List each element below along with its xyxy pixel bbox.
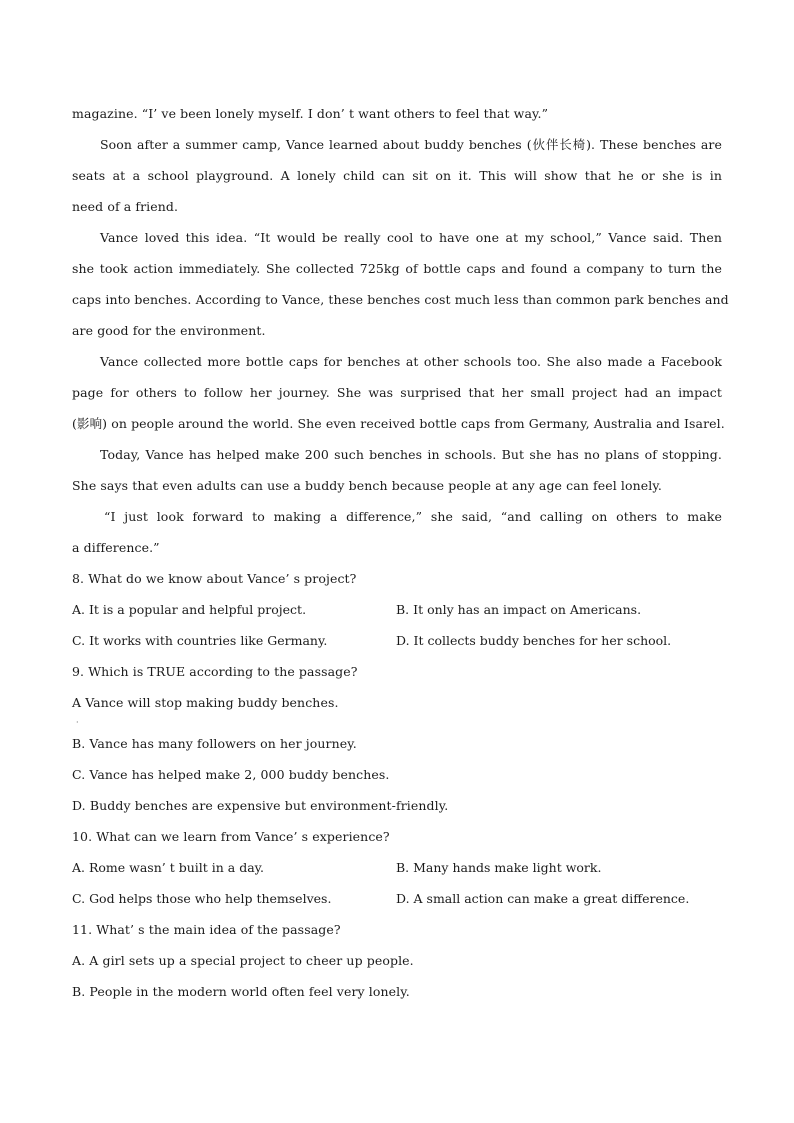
question-9-option-d: D. Buddy benches are expensive but environment-friendly. xyxy=(72,798,449,813)
passage-line: Soon after a summer camp, Vance learned about buddy benches (伙伴长椅). These benches are xyxy=(100,137,722,152)
passage-line: caps into benches. According to Vance, these benches cost much less than common park benches and xyxy=(72,292,729,307)
document-page xyxy=(72,98,729,1007)
question-11-stem: 11. What’ s the main idea of the passage? xyxy=(72,922,341,937)
question-8-options-row-2 xyxy=(72,625,722,656)
question-10-options-row-2 xyxy=(72,883,722,914)
question-10-options-row-1 xyxy=(72,852,722,883)
passage-line: She says that even adults can use a buddy bench because people at any age can feel lonely. xyxy=(72,478,662,493)
question-10-option-b: B. Many hands make light work. xyxy=(396,860,602,875)
question-10-stem: 10. What can we learn from Vance’ s experience? xyxy=(72,829,390,844)
question-11-option-a: A. A girl sets up a special project to cheer up people. xyxy=(72,953,414,968)
question-8-options-row-1 xyxy=(72,594,722,625)
passage-line: she took action immediately. She collected 725kg of bottle caps and found a company to turn the xyxy=(72,261,722,276)
passage-line: seats at a school playground. A lonely child can sit on it. This will show that he or she is in xyxy=(72,168,722,183)
question-8-option-d: D. It collects buddy benches for her school. xyxy=(396,633,672,648)
question-9-option-c: C. Vance has helped make 2, 000 buddy benches. xyxy=(72,767,390,782)
question-9-stem: 9. Which is TRUE according to the passage? xyxy=(72,664,358,679)
question-8-stem: 8. What do we know about Vance’ s project? xyxy=(72,571,357,586)
question-9-option-a: A Vance will stop making buddy benches. xyxy=(72,695,339,710)
question-9-stray-mark: · xyxy=(76,718,79,727)
passage-line: Vance loved this idea. “It would be really cool to have one at my school,” Vance said. Then xyxy=(100,230,722,245)
question-9-option-b: B. Vance has many followers on her journey. xyxy=(72,736,357,751)
passage-line: magazine. “I’ ve been lonely myself. I don’ t want others to feel that way.” xyxy=(72,106,549,121)
passage-line: (影响) on people around the world. She even received bottle caps from Germany, Australia and Isarel. xyxy=(72,416,725,431)
question-8-option-c: C. It works with countries like Germany. xyxy=(72,633,328,648)
passage-line: page for others to follow her journey. She was surprised that her small project had an impact xyxy=(72,385,722,400)
passage-line: are good for the environment. xyxy=(72,323,266,338)
passage-line: “I just look forward to making a difference,” she said, “and calling on others to make xyxy=(104,509,722,524)
passage-line: need of a friend. xyxy=(72,199,179,214)
passage-line: Today, Vance has helped make 200 such benches in schools. But she has no plans of stopping. xyxy=(100,447,722,462)
question-8-option-b: B. It only has an impact on Americans. xyxy=(396,602,642,617)
question-10-option-a: A. Rome wasn’ t built in a day. xyxy=(72,860,265,875)
question-10-option-d: D. A small action can make a great difference. xyxy=(396,891,690,906)
passage-line: Vance collected more bottle caps for benches at other schools too. She also made a Facebook xyxy=(100,354,722,369)
question-8-option-a: A. It is a popular and helpful project. xyxy=(72,602,307,617)
question-10-option-c: C. God helps those who help themselves. xyxy=(72,891,332,906)
passage-line: a difference.” xyxy=(72,540,160,555)
question-11-option-b: B. People in the modern world often feel very lonely. xyxy=(72,984,410,999)
